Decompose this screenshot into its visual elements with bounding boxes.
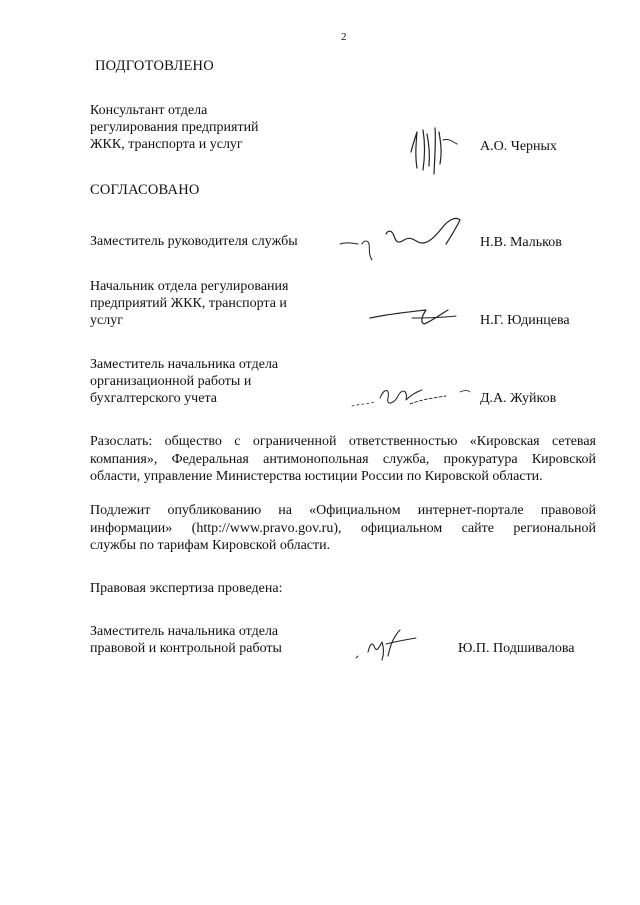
signer-position: [90, 356, 278, 407]
signature-zhuikov: [350, 378, 480, 416]
signature-malkov: [338, 210, 468, 268]
position-line: Консультант отдела: [90, 103, 208, 118]
signature-cherny: [405, 122, 465, 178]
page-number: 2: [341, 31, 347, 43]
prepared-position: [90, 102, 259, 153]
paragraph-line: компания», Федеральная антимонопольная служба, прокуратура Кировской: [90, 451, 596, 467]
position-line: правовой и контрольной работы: [90, 641, 282, 656]
prepared-heading: ПОДГОТОВЛЕНО: [95, 58, 214, 74]
position-line: Заместитель начальника отдела: [90, 624, 279, 639]
position-line: организационной работы и: [90, 374, 252, 389]
position-line: предприятий ЖКК, транспорта и: [90, 296, 287, 311]
signer-name: Д.А. Жуйков: [480, 391, 557, 406]
signature-podshivalova: [354, 626, 420, 664]
position-line: Заместитель начальника отдела: [90, 357, 279, 372]
distribution-paragraph: [90, 433, 596, 486]
paragraph-line: Разослать: общество с ограниченной ответственностью «Кировская сетевая: [90, 434, 596, 449]
paragraph-line: информации» (http://www.pravo.gov.ru), официальном сайте региональной: [90, 520, 596, 536]
publication-paragraph: [90, 502, 596, 555]
signer-name: Н.Г. Юдинцева: [480, 313, 570, 328]
legal-review-position: [90, 623, 282, 657]
paragraph-line: службы по тарифам Кировской области.: [90, 538, 331, 553]
signer-position: [90, 278, 288, 329]
position-line: регулирования предприятий: [90, 120, 259, 135]
legal-review-heading: Правовая экспертиза проведена:: [90, 581, 283, 596]
paragraph-line: Подлежит опубликованию на «Официальном интернет-портале правовой: [90, 503, 596, 518]
signature-yudintseva: [368, 298, 464, 330]
signer-position: Заместитель руководителя службы: [90, 234, 298, 249]
position-line: ЖКК, транспорта и услуг: [90, 137, 243, 152]
approved-heading: СОГЛАСОВАНО: [90, 182, 200, 198]
legal-review-name: Ю.П. Подшивалова: [458, 641, 575, 656]
position-line: Начальник отдела регулирования: [90, 279, 289, 294]
prepared-name: А.О. Черных: [480, 139, 557, 154]
position-line: бухгалтерского учета: [90, 391, 217, 406]
signer-name: Н.В. Мальков: [480, 235, 562, 250]
position-line: услуг: [90, 313, 123, 328]
paragraph-line: области, управление Министерства юстиции России по Кировской области.: [90, 469, 543, 484]
